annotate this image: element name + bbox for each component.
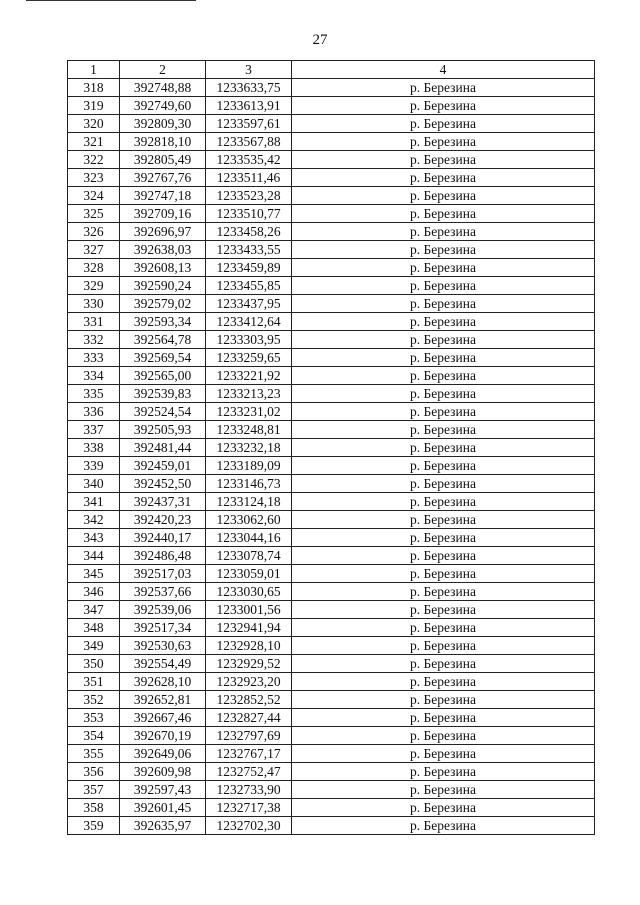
coordinate-y-cell: 1233510,77	[206, 205, 292, 223]
point-number-cell: 355	[68, 745, 120, 763]
coordinate-x-cell: 392440,17	[120, 529, 206, 547]
coordinate-y-cell: 1232929,52	[206, 655, 292, 673]
description-cell: р. Березина	[292, 385, 595, 403]
description-cell: р. Березина	[292, 691, 595, 709]
description-cell: р. Березина	[292, 565, 595, 583]
table-row	[68, 799, 595, 817]
coordinate-y-cell: 1233437,95	[206, 295, 292, 313]
table-body	[68, 79, 595, 835]
point-number-cell: 327	[68, 241, 120, 259]
coordinate-y-cell: 1232941,94	[206, 619, 292, 637]
table-row	[68, 691, 595, 709]
point-number-cell: 323	[68, 169, 120, 187]
coordinates-table-container	[67, 60, 595, 835]
coordinate-y-cell: 1233511,46	[206, 169, 292, 187]
table-row	[68, 97, 595, 115]
description-cell: р. Березина	[292, 727, 595, 745]
top-rule	[26, 0, 196, 1]
table-row	[68, 241, 595, 259]
coordinate-x-cell: 392517,34	[120, 619, 206, 637]
table-row	[68, 475, 595, 493]
table-row	[68, 403, 595, 421]
description-cell: р. Березина	[292, 295, 595, 313]
table-row	[68, 565, 595, 583]
description-cell: р. Березина	[292, 511, 595, 529]
table-row	[68, 439, 595, 457]
coordinate-x-cell: 392590,24	[120, 277, 206, 295]
point-number-cell: 324	[68, 187, 120, 205]
table-row	[68, 457, 595, 475]
description-cell: р. Березина	[292, 547, 595, 565]
table-row	[68, 115, 595, 133]
point-number-cell: 321	[68, 133, 120, 151]
coordinate-y-cell: 1233523,28	[206, 187, 292, 205]
description-cell: р. Березина	[292, 403, 595, 421]
coordinate-x-cell: 392517,03	[120, 565, 206, 583]
point-number-cell: 336	[68, 403, 120, 421]
description-cell: р. Березина	[292, 583, 595, 601]
description-cell: р. Березина	[292, 187, 595, 205]
table-row	[68, 295, 595, 313]
description-cell: р. Березина	[292, 241, 595, 259]
point-number-cell: 319	[68, 97, 120, 115]
description-cell: р. Березина	[292, 493, 595, 511]
table-row	[68, 637, 595, 655]
coordinate-y-cell: 1233567,88	[206, 133, 292, 151]
coordinate-x-cell: 392530,63	[120, 637, 206, 655]
coordinate-x-cell: 392486,48	[120, 547, 206, 565]
coordinate-x-cell: 392608,13	[120, 259, 206, 277]
coordinate-y-cell: 1233613,91	[206, 97, 292, 115]
point-number-cell: 353	[68, 709, 120, 727]
coordinate-x-cell: 392537,66	[120, 583, 206, 601]
point-number-cell: 335	[68, 385, 120, 403]
coordinate-y-cell: 1233221,92	[206, 367, 292, 385]
point-number-cell: 332	[68, 331, 120, 349]
coordinate-y-cell: 1232717,38	[206, 799, 292, 817]
table-row	[68, 331, 595, 349]
table-row	[68, 421, 595, 439]
coordinates-table	[67, 60, 595, 835]
coordinate-y-cell: 1233633,75	[206, 79, 292, 97]
point-number-cell: 337	[68, 421, 120, 439]
table-row	[68, 619, 595, 637]
table-header-row	[68, 61, 595, 79]
coordinate-x-cell: 392747,18	[120, 187, 206, 205]
table-row	[68, 385, 595, 403]
coordinate-x-cell: 392635,97	[120, 817, 206, 835]
point-number-cell: 359	[68, 817, 120, 835]
coordinate-y-cell: 1233259,65	[206, 349, 292, 367]
table-row	[68, 655, 595, 673]
point-number-cell: 348	[68, 619, 120, 637]
coordinate-y-cell: 1233231,02	[206, 403, 292, 421]
coordinate-x-cell: 392459,01	[120, 457, 206, 475]
coordinate-x-cell: 392628,10	[120, 673, 206, 691]
description-cell: р. Березина	[292, 763, 595, 781]
table-row	[68, 187, 595, 205]
coordinate-y-cell: 1233030,65	[206, 583, 292, 601]
table-row	[68, 529, 595, 547]
coordinate-x-cell: 392539,06	[120, 601, 206, 619]
coordinate-y-cell: 1233412,64	[206, 313, 292, 331]
coordinate-x-cell: 392481,44	[120, 439, 206, 457]
point-number-cell: 329	[68, 277, 120, 295]
table-row	[68, 313, 595, 331]
description-cell: р. Березина	[292, 151, 595, 169]
coordinate-y-cell: 1233078,74	[206, 547, 292, 565]
coordinate-x-cell: 392649,06	[120, 745, 206, 763]
coordinate-y-cell: 1233124,18	[206, 493, 292, 511]
coordinate-y-cell: 1232827,44	[206, 709, 292, 727]
coordinate-y-cell: 1232928,10	[206, 637, 292, 655]
description-cell: р. Березина	[292, 169, 595, 187]
table-row	[68, 547, 595, 565]
description-cell: р. Березина	[292, 349, 595, 367]
point-number-cell: 357	[68, 781, 120, 799]
coordinate-y-cell: 1232702,30	[206, 817, 292, 835]
point-number-cell: 325	[68, 205, 120, 223]
description-cell: р. Березина	[292, 673, 595, 691]
coordinate-y-cell: 1233062,60	[206, 511, 292, 529]
table-row	[68, 367, 595, 385]
point-number-cell: 358	[68, 799, 120, 817]
coordinate-x-cell: 392667,46	[120, 709, 206, 727]
point-number-cell: 341	[68, 493, 120, 511]
description-cell: р. Березина	[292, 223, 595, 241]
point-number-cell: 339	[68, 457, 120, 475]
table-row	[68, 583, 595, 601]
coordinate-y-cell: 1232923,20	[206, 673, 292, 691]
description-cell: р. Березина	[292, 619, 595, 637]
coordinate-y-cell: 1233001,56	[206, 601, 292, 619]
point-number-cell: 352	[68, 691, 120, 709]
page-number: 27	[312, 32, 328, 48]
coordinate-x-cell: 392579,02	[120, 295, 206, 313]
description-cell: р. Березина	[292, 331, 595, 349]
coordinate-y-cell: 1232733,90	[206, 781, 292, 799]
table-row	[68, 745, 595, 763]
description-cell: р. Березина	[292, 601, 595, 619]
table-row	[68, 133, 595, 151]
table-row	[68, 259, 595, 277]
point-number-cell: 349	[68, 637, 120, 655]
description-cell: р. Березина	[292, 133, 595, 151]
column-header-4: 4	[292, 61, 595, 79]
table-row	[68, 151, 595, 169]
point-number-cell: 331	[68, 313, 120, 331]
point-number-cell: 345	[68, 565, 120, 583]
point-number-cell: 344	[68, 547, 120, 565]
description-cell: р. Березина	[292, 439, 595, 457]
point-number-cell: 333	[68, 349, 120, 367]
column-header-2: 2	[120, 61, 206, 79]
description-cell: р. Березина	[292, 781, 595, 799]
coordinate-x-cell: 392670,19	[120, 727, 206, 745]
coordinate-y-cell: 1232852,52	[206, 691, 292, 709]
coordinate-x-cell: 392601,45	[120, 799, 206, 817]
description-cell: р. Березина	[292, 277, 595, 295]
description-cell: р. Березина	[292, 259, 595, 277]
coordinate-x-cell: 392597,43	[120, 781, 206, 799]
coordinate-x-cell: 392569,54	[120, 349, 206, 367]
coordinate-x-cell: 392818,10	[120, 133, 206, 151]
description-cell: р. Березина	[292, 745, 595, 763]
table-row	[68, 349, 595, 367]
coordinate-x-cell: 392505,93	[120, 421, 206, 439]
coordinate-y-cell: 1233059,01	[206, 565, 292, 583]
point-number-cell: 356	[68, 763, 120, 781]
point-number-cell: 354	[68, 727, 120, 745]
coordinate-y-cell: 1233597,61	[206, 115, 292, 133]
point-number-cell: 346	[68, 583, 120, 601]
table-row	[68, 277, 595, 295]
coordinate-x-cell: 392554,49	[120, 655, 206, 673]
coordinate-x-cell: 392805,49	[120, 151, 206, 169]
table-row	[68, 781, 595, 799]
description-cell: р. Березина	[292, 457, 595, 475]
column-header-1: 1	[68, 61, 120, 79]
coordinate-y-cell: 1232797,69	[206, 727, 292, 745]
coordinate-x-cell: 392452,50	[120, 475, 206, 493]
table-row	[68, 727, 595, 745]
column-header-3: 3	[206, 61, 292, 79]
point-number-cell: 318	[68, 79, 120, 97]
coordinate-x-cell: 392539,83	[120, 385, 206, 403]
point-number-cell: 351	[68, 673, 120, 691]
table-row	[68, 817, 595, 835]
coordinate-y-cell: 1233459,89	[206, 259, 292, 277]
coordinate-x-cell: 392638,03	[120, 241, 206, 259]
coordinate-y-cell: 1233433,55	[206, 241, 292, 259]
point-number-cell: 320	[68, 115, 120, 133]
table-row	[68, 709, 595, 727]
coordinate-y-cell: 1233248,81	[206, 421, 292, 439]
description-cell: р. Березина	[292, 655, 595, 673]
coordinate-x-cell: 392420,23	[120, 511, 206, 529]
coordinate-x-cell: 392652,81	[120, 691, 206, 709]
coordinate-x-cell: 392565,00	[120, 367, 206, 385]
table-row	[68, 673, 595, 691]
table-row	[68, 205, 595, 223]
coordinate-x-cell: 392749,60	[120, 97, 206, 115]
table-row	[68, 511, 595, 529]
description-cell: р. Березина	[292, 313, 595, 331]
coordinate-y-cell: 1233535,42	[206, 151, 292, 169]
point-number-cell: 347	[68, 601, 120, 619]
coordinate-x-cell: 392809,30	[120, 115, 206, 133]
coordinate-x-cell: 392696,97	[120, 223, 206, 241]
coordinate-y-cell: 1233458,26	[206, 223, 292, 241]
description-cell: р. Березина	[292, 367, 595, 385]
coordinate-x-cell: 392748,88	[120, 79, 206, 97]
coordinate-y-cell: 1233146,73	[206, 475, 292, 493]
point-number-cell: 350	[68, 655, 120, 673]
description-cell: р. Березина	[292, 97, 595, 115]
description-cell: р. Березина	[292, 799, 595, 817]
point-number-cell: 334	[68, 367, 120, 385]
coordinate-x-cell: 392709,16	[120, 205, 206, 223]
point-number-cell: 330	[68, 295, 120, 313]
coordinate-x-cell: 392437,31	[120, 493, 206, 511]
point-number-cell: 340	[68, 475, 120, 493]
description-cell: р. Березина	[292, 709, 595, 727]
coordinate-y-cell: 1233044,16	[206, 529, 292, 547]
description-cell: р. Березина	[292, 115, 595, 133]
description-cell: р. Березина	[292, 421, 595, 439]
description-cell: р. Березина	[292, 205, 595, 223]
table-row	[68, 601, 595, 619]
coordinate-y-cell: 1233213,23	[206, 385, 292, 403]
point-number-cell: 322	[68, 151, 120, 169]
coordinate-y-cell: 1232767,17	[206, 745, 292, 763]
point-number-cell: 338	[68, 439, 120, 457]
description-cell: р. Березина	[292, 475, 595, 493]
coordinate-x-cell: 392609,98	[120, 763, 206, 781]
description-cell: р. Березина	[292, 817, 595, 835]
description-cell: р. Березина	[292, 529, 595, 547]
table-row	[68, 223, 595, 241]
coordinate-x-cell: 392767,76	[120, 169, 206, 187]
table-row	[68, 763, 595, 781]
table-row	[68, 79, 595, 97]
description-cell: р. Березина	[292, 637, 595, 655]
point-number-cell: 326	[68, 223, 120, 241]
coordinate-x-cell: 392593,34	[120, 313, 206, 331]
coordinate-y-cell: 1233232,18	[206, 439, 292, 457]
table-row	[68, 493, 595, 511]
coordinate-y-cell: 1233189,09	[206, 457, 292, 475]
coordinate-x-cell: 392564,78	[120, 331, 206, 349]
coordinate-y-cell: 1232752,47	[206, 763, 292, 781]
point-number-cell: 343	[68, 529, 120, 547]
description-cell: р. Березина	[292, 79, 595, 97]
table-row	[68, 169, 595, 187]
coordinate-y-cell: 1233455,85	[206, 277, 292, 295]
coordinate-y-cell: 1233303,95	[206, 331, 292, 349]
point-number-cell: 342	[68, 511, 120, 529]
point-number-cell: 328	[68, 259, 120, 277]
coordinate-x-cell: 392524,54	[120, 403, 206, 421]
